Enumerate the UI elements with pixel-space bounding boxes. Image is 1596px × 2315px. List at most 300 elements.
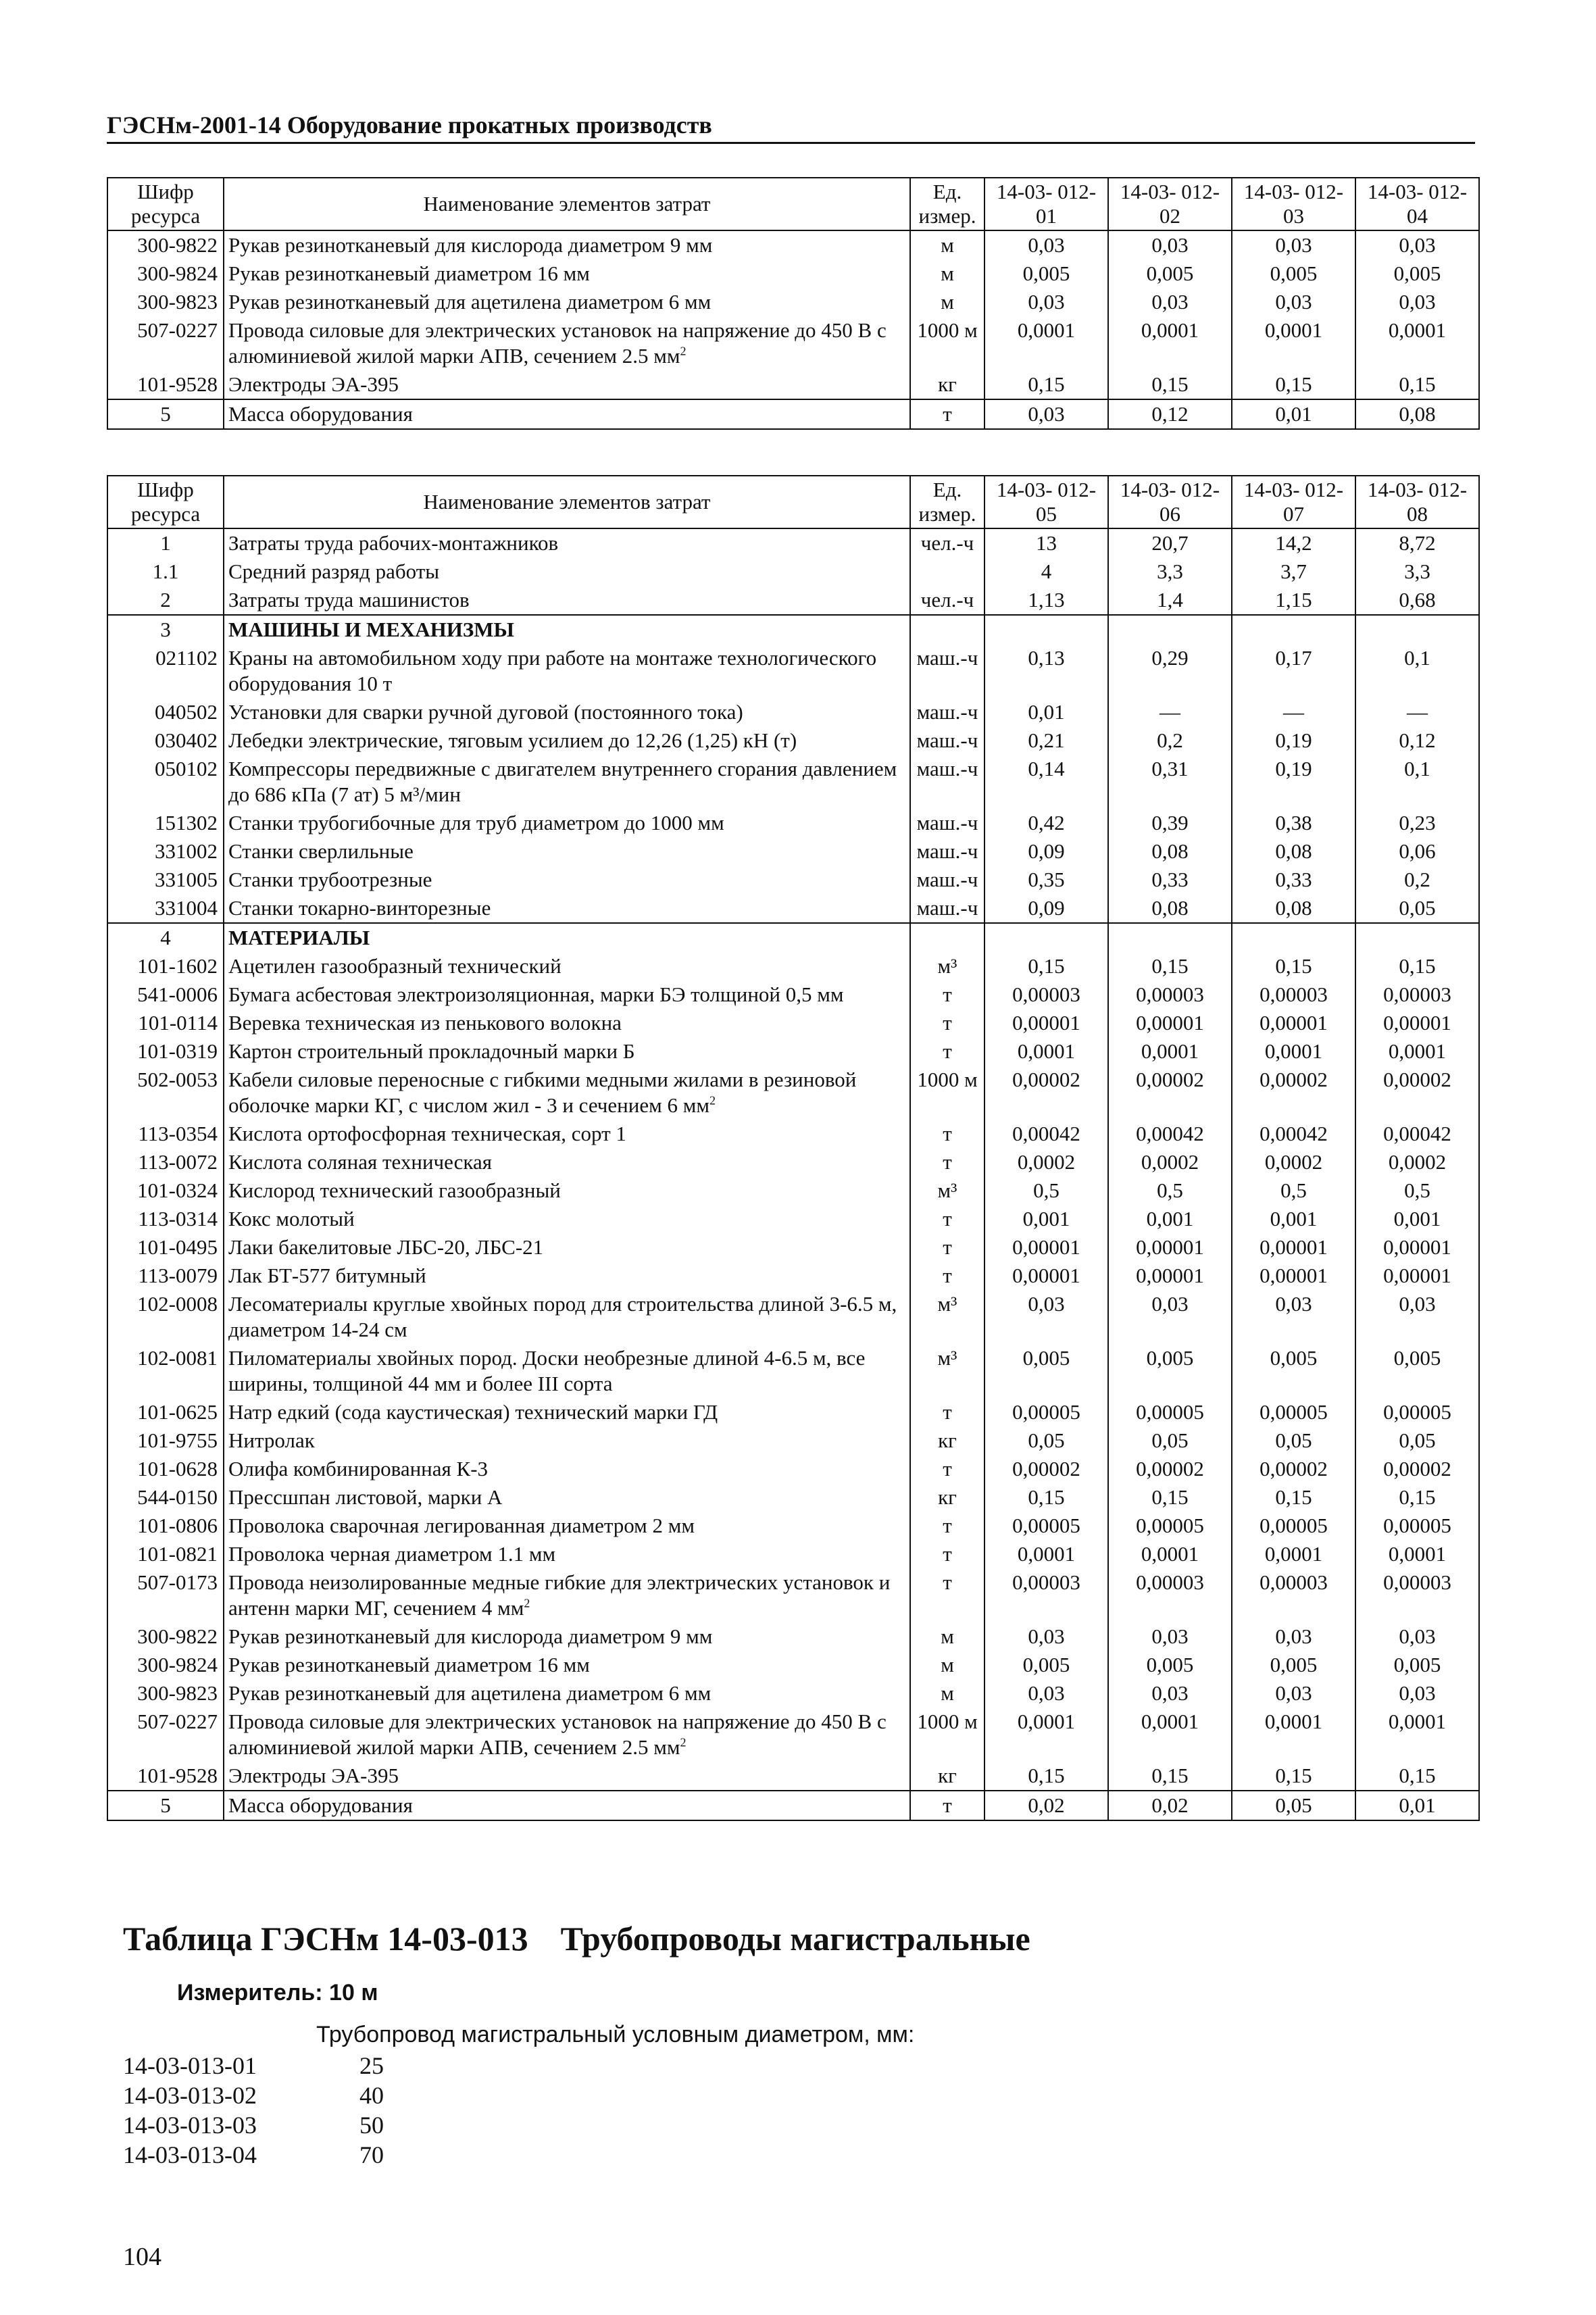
resource-name xyxy=(224,1233,910,1262)
norm-value: 0,08 xyxy=(1108,837,1232,866)
table-row xyxy=(107,1290,1479,1344)
norm-value: 0,00005 xyxy=(1108,1512,1232,1540)
resource-name xyxy=(224,1426,910,1455)
resource-name-text: Провода силовые для электрических установок на напряжение до 450 В с алюминиевой жилой марки АПВ, сечением 2.5 мм xyxy=(228,1710,887,1759)
resource-name-text: Масса оборудования xyxy=(228,402,413,426)
norm-value: 0,01 xyxy=(1355,1791,1479,1820)
resource-code: 101-0319 xyxy=(107,1037,224,1066)
col-unit-header: Ед. измер. xyxy=(910,476,984,528)
norm-value: 0,005 xyxy=(1108,1344,1232,1398)
norm-value: 0,35 xyxy=(984,866,1108,894)
norm-value: 0,005 xyxy=(1232,259,1355,288)
norm-value: 0,08 xyxy=(1108,894,1232,923)
table-row xyxy=(107,894,1479,923)
table-row xyxy=(107,755,1479,809)
norm-value: 0,33 xyxy=(1232,866,1355,894)
resource-name-text: Рукав резинотканевый диаметром 16 мм xyxy=(228,1653,590,1676)
norm-value: 0,0001 xyxy=(984,1037,1108,1066)
norm-value: 0,00003 xyxy=(984,1568,1108,1622)
col-unit-header: Ед. измер. xyxy=(910,178,984,230)
norm-value: 0,05 xyxy=(1232,1426,1355,1455)
resource-name-text: Рукав резинотканевый для ацетилена диаметром 6 мм xyxy=(228,290,712,314)
resource-name xyxy=(224,288,910,316)
resource-name xyxy=(224,1205,910,1233)
norm-value: 0,00003 xyxy=(1355,1568,1479,1622)
resource-code: 101-0628 xyxy=(107,1455,224,1483)
norm-value: 0,00001 xyxy=(984,1262,1108,1290)
unit: м xyxy=(910,1651,984,1679)
unit: м³ xyxy=(910,952,984,980)
resource-code: 113-0314 xyxy=(107,1205,224,1233)
norm-value: 0,05 xyxy=(984,1426,1108,1455)
norm-value: 0,0001 xyxy=(1108,1540,1232,1568)
resource-name xyxy=(224,230,910,259)
resource-name xyxy=(224,1483,910,1512)
unit: маш.-ч xyxy=(910,726,984,755)
resource-name xyxy=(224,866,910,894)
resource-name xyxy=(224,1762,910,1791)
norm-value: 0,005 xyxy=(1108,1651,1232,1679)
norm-value: 20,7 xyxy=(1108,528,1232,557)
norm-value: 0,15 xyxy=(1232,1762,1355,1791)
norm-value: 0,03 xyxy=(1355,288,1479,316)
resource-name xyxy=(224,316,910,370)
col-code-header: Шифр ресурса xyxy=(107,178,224,230)
norm-value: 0,00001 xyxy=(984,1233,1108,1262)
unit: т xyxy=(910,1791,984,1820)
unit: т xyxy=(910,1540,984,1568)
resource-name xyxy=(224,1512,910,1540)
resource-name-text: Провода неизолированные медные гибкие для электрических установок и антенн марки МГ, сечением 4 мм xyxy=(228,1570,891,1620)
norm-value: 0,03 xyxy=(1355,1679,1479,1708)
norm-value: 0,1 xyxy=(1355,644,1479,698)
resource-code: 101-0495 xyxy=(107,1233,224,1262)
norm-value: 0,0001 xyxy=(1232,1540,1355,1568)
resource-name xyxy=(224,952,910,980)
resource-code: 5 xyxy=(107,1791,224,1820)
norm-value xyxy=(984,923,1108,952)
unit: т xyxy=(910,1455,984,1483)
col-norm-header: 14-03- 012-05 xyxy=(984,476,1108,528)
norm-value: 0,00003 xyxy=(1108,1568,1232,1622)
table-row xyxy=(107,1066,1479,1120)
resource-name-text: Нитролак xyxy=(228,1428,315,1452)
norm-value: 0,5 xyxy=(1108,1176,1232,1205)
table-row xyxy=(107,1120,1479,1148)
norm-value: 0,01 xyxy=(1232,399,1355,429)
norm-value: 0,00002 xyxy=(984,1455,1108,1483)
norm-value: 0,00001 xyxy=(1108,1009,1232,1037)
resource-name-text: Лаки бакелитовые ЛБС-20, ЛБС-21 xyxy=(228,1235,544,1259)
resource-code: 507-0227 xyxy=(107,316,224,370)
resource-name-text: Станки сверлильные xyxy=(228,839,414,863)
norm-value: 0,0001 xyxy=(1108,316,1232,370)
resource-name xyxy=(224,894,910,923)
resource-name-text: Электроды ЭА-395 xyxy=(228,1764,399,1787)
norm-value: 0,5 xyxy=(1355,1176,1479,1205)
col-norm-header: 14-03- 012-01 xyxy=(984,178,1108,230)
unit: кг xyxy=(910,1426,984,1455)
resource-name-text: Масса оборудования xyxy=(228,1793,413,1817)
unit xyxy=(910,557,984,586)
resource-name xyxy=(224,1120,910,1148)
norm-value: 0,00005 xyxy=(1355,1512,1479,1540)
norm-value: 0,0001 xyxy=(1232,1037,1355,1066)
norm-value: 0,14 xyxy=(984,755,1108,809)
table-row xyxy=(107,1651,1479,1679)
norm-value: 0,03 xyxy=(984,1679,1108,1708)
norm-value: 0,08 xyxy=(1232,837,1355,866)
variant-value: 40 xyxy=(359,2082,384,2109)
resource-name xyxy=(224,755,910,809)
norm-value: 0,03 xyxy=(1108,1679,1232,1708)
resource-code: 1 xyxy=(107,528,224,557)
resource-name xyxy=(224,1262,910,1290)
section-title-text: Трубопроводы магистральные xyxy=(560,1920,1030,1958)
unit: 1000 м xyxy=(910,1066,984,1120)
unit: т xyxy=(910,1262,984,1290)
table-row xyxy=(107,809,1479,837)
unit: м³ xyxy=(910,1344,984,1398)
resource-code: 1.1 xyxy=(107,557,224,586)
table-row xyxy=(107,1679,1479,1708)
unit: м xyxy=(910,1679,984,1708)
table-row xyxy=(107,399,1479,429)
norm-value: 0,03 xyxy=(1232,230,1355,259)
table-row xyxy=(107,1708,1479,1762)
norm-value: 0,03 xyxy=(984,399,1108,429)
norm-value: 0,15 xyxy=(1108,952,1232,980)
resource-name-text: Прессшпан листовой, марки А xyxy=(228,1485,503,1509)
resource-name-text: Лебедки электрические, тяговым усилием до 12,26 (1,25) кН (т) xyxy=(228,728,797,752)
norm-value: 0,00003 xyxy=(1232,980,1355,1009)
norm-value: 0,00005 xyxy=(1232,1512,1355,1540)
table-row xyxy=(107,698,1479,726)
unit: т xyxy=(910,1037,984,1066)
resource-name-text: Кислота соляная техническая xyxy=(228,1150,493,1174)
section-row xyxy=(107,615,1479,644)
table-header xyxy=(107,178,1479,230)
table-row xyxy=(107,1622,1479,1651)
table-row xyxy=(107,1009,1479,1037)
resource-name-text: Кокс молотый xyxy=(228,1207,355,1230)
resource-code: 5 xyxy=(107,399,224,429)
unit: 1000 м xyxy=(910,1708,984,1762)
resource-name-text: Затраты труда машинистов xyxy=(228,588,470,612)
col-code-header: Шифр ресурса xyxy=(107,476,224,528)
unit: т xyxy=(910,1009,984,1037)
unit: маш.-ч xyxy=(910,809,984,837)
table-row xyxy=(107,1205,1479,1233)
resource-code: 151302 xyxy=(107,809,224,837)
resource-code: 300-9824 xyxy=(107,259,224,288)
norm-value: 0,19 xyxy=(1232,726,1355,755)
table-row xyxy=(107,230,1479,259)
norm-value: 0,17 xyxy=(1232,644,1355,698)
norm-value: 0,0002 xyxy=(1232,1148,1355,1176)
resource-code: 101-0625 xyxy=(107,1398,224,1426)
table-row xyxy=(107,1344,1479,1398)
resource-code: 102-0008 xyxy=(107,1290,224,1344)
table-row xyxy=(107,1483,1479,1512)
resource-table-2 xyxy=(107,475,1480,1821)
resource-code: 101-9528 xyxy=(107,370,224,399)
table-row xyxy=(107,866,1479,894)
resource-name-text: Станки трубогибочные для труб диаметром до 1000 мм xyxy=(228,811,724,835)
norm-value: 0,15 xyxy=(1232,952,1355,980)
unit: чел.-ч xyxy=(910,586,984,615)
resource-code: 541-0006 xyxy=(107,980,224,1009)
resource-name xyxy=(224,1344,910,1398)
unit: кг xyxy=(910,370,984,399)
superscript: 2 xyxy=(709,1093,716,1107)
resource-code: 331002 xyxy=(107,837,224,866)
unit: м³ xyxy=(910,1176,984,1205)
norm-value: 0,29 xyxy=(1108,644,1232,698)
norm-value: 0,08 xyxy=(1355,399,1479,429)
table-row xyxy=(107,288,1479,316)
resource-name xyxy=(224,1066,910,1120)
unit: маш.-ч xyxy=(910,894,984,923)
table-row xyxy=(107,1762,1479,1791)
norm-value: 1,15 xyxy=(1232,586,1355,615)
unit: чел.-ч xyxy=(910,528,984,557)
col-norm-header: 14-03- 012-04 xyxy=(1355,178,1479,230)
norm-value: 0,5 xyxy=(984,1176,1108,1205)
resource-name xyxy=(224,1176,910,1205)
resource-name-text: Проволока сварочная легированная диаметром 2 мм xyxy=(228,1514,695,1537)
norm-value: 0,00042 xyxy=(984,1120,1108,1148)
unit: т xyxy=(910,399,984,429)
col-norm-header: 14-03- 012-03 xyxy=(1232,178,1355,230)
resource-name-text: Веревка техническая из пенькового волокна xyxy=(228,1011,622,1035)
norm-value xyxy=(1355,615,1479,644)
norm-value: 0,00001 xyxy=(1108,1233,1232,1262)
resource-code: 101-0324 xyxy=(107,1176,224,1205)
variant-list xyxy=(123,2051,384,2170)
resource-code: 300-9823 xyxy=(107,288,224,316)
resource-code: 2 xyxy=(107,586,224,615)
resource-name-text: Провода силовые для электрических установок на напряжение до 450 В с алюминиевой жилой марки АПВ, сечением 2.5 мм xyxy=(228,318,887,368)
norm-value: — xyxy=(1232,698,1355,726)
resource-name-text: Проволока черная диаметром 1.1 мм xyxy=(228,1542,556,1566)
resource-name-text: Рукав резинотканевый для кислорода диаметром 9 мм xyxy=(228,233,713,257)
norm-value: 0,00002 xyxy=(1355,1066,1479,1120)
variant-code: 14-03-013-04 xyxy=(123,2141,257,2168)
norm-value: 0,005 xyxy=(1355,1344,1479,1398)
resource-name-text: МАТЕРИАЛЫ xyxy=(228,926,370,949)
norm-value: 14,2 xyxy=(1232,528,1355,557)
table-row xyxy=(107,1455,1479,1483)
norm-value: 0,15 xyxy=(984,1762,1108,1791)
unit: маш.-ч xyxy=(910,755,984,809)
norm-value: 0,005 xyxy=(1355,259,1479,288)
resource-table-1 xyxy=(107,177,1480,430)
resource-name-text: Олифа комбинированная К-3 xyxy=(228,1457,489,1480)
resource-code: 101-0114 xyxy=(107,1009,224,1037)
resource-name xyxy=(224,1708,910,1762)
norm-value: 0,2 xyxy=(1355,866,1479,894)
norm-value: 0,15 xyxy=(1108,370,1232,399)
list-item xyxy=(123,2141,384,2170)
measure-unit: Измеритель: 10 м xyxy=(177,1980,378,2006)
table-row xyxy=(107,952,1479,980)
resource-name xyxy=(224,557,910,586)
norm-value: 0,00005 xyxy=(1232,1398,1355,1426)
table-row xyxy=(107,316,1479,370)
unit: м xyxy=(910,230,984,259)
resource-name xyxy=(224,528,910,557)
norm-value: 0,21 xyxy=(984,726,1108,755)
table-row xyxy=(107,370,1479,399)
norm-value: 0,0001 xyxy=(984,1708,1108,1762)
norm-value: 0,15 xyxy=(984,952,1108,980)
unit: т xyxy=(910,1512,984,1540)
norm-value: 0,02 xyxy=(1108,1791,1232,1820)
superscript: 2 xyxy=(680,1735,687,1749)
norm-value: 0,00003 xyxy=(984,980,1108,1009)
unit xyxy=(910,923,984,952)
norm-value: 13 xyxy=(984,528,1108,557)
norm-value: 0,0001 xyxy=(1232,316,1355,370)
resource-name xyxy=(224,1398,910,1426)
norm-value: 0,0002 xyxy=(1355,1148,1479,1176)
norm-value: 0,05 xyxy=(1355,1426,1479,1455)
resource-name xyxy=(224,399,910,429)
resource-name-text: Кабели силовые переносные с гибкими медными жилами в резиновой оболочке марки КГ, с числом жил - 3 и сечением 6 мм xyxy=(228,1068,857,1117)
resource-name-text: Рукав резинотканевый диаметром 16 мм xyxy=(228,262,590,285)
norm-value: 0,03 xyxy=(1232,288,1355,316)
norm-value: 0,23 xyxy=(1355,809,1479,837)
table-row xyxy=(107,1398,1479,1426)
superscript: 2 xyxy=(680,344,687,358)
resource-name xyxy=(224,1037,910,1066)
resource-name xyxy=(224,1290,910,1344)
resource-name xyxy=(224,1568,910,1622)
resource-name xyxy=(224,644,910,698)
unit: м xyxy=(910,288,984,316)
norm-value: 0,00001 xyxy=(1232,1233,1355,1262)
resource-code: 021102 xyxy=(107,644,224,698)
resource-name xyxy=(224,259,910,288)
unit: т xyxy=(910,1120,984,1148)
resource-code: 507-0173 xyxy=(107,1568,224,1622)
unit: маш.-ч xyxy=(910,644,984,698)
norm-value: 0,03 xyxy=(1355,230,1479,259)
norm-value: 0,09 xyxy=(984,837,1108,866)
resource-name xyxy=(224,370,910,399)
norm-value: 0,00001 xyxy=(1355,1233,1479,1262)
norm-value: 0,0002 xyxy=(1108,1148,1232,1176)
norm-value: 0,02 xyxy=(984,1791,1108,1820)
resource-code: 113-0072 xyxy=(107,1148,224,1176)
resource-code: 101-0806 xyxy=(107,1512,224,1540)
norm-value: 0,09 xyxy=(984,894,1108,923)
norm-value: 0,0001 xyxy=(984,316,1108,370)
resource-code: 050102 xyxy=(107,755,224,809)
table-row xyxy=(107,1148,1479,1176)
resource-name-text: Компрессоры передвижные с двигателем внутреннего сгорания давлением до 686 кПа (7 ат) 5 м³/мин xyxy=(228,757,897,806)
resource-code: 300-9822 xyxy=(107,1622,224,1651)
section-row xyxy=(107,923,1479,952)
norm-value: 0,0001 xyxy=(1108,1037,1232,1066)
resource-code: 502-0053 xyxy=(107,1066,224,1120)
norm-value: 0,00002 xyxy=(984,1066,1108,1120)
norm-value: 0,00005 xyxy=(1108,1398,1232,1426)
unit: маш.-ч xyxy=(910,698,984,726)
norm-value: 0,0001 xyxy=(984,1540,1108,1568)
norm-value: 0,00001 xyxy=(984,1009,1108,1037)
unit: т xyxy=(910,980,984,1009)
norm-value: 0,03 xyxy=(984,1290,1108,1344)
resource-name-text: Средний разряд работы xyxy=(228,559,440,583)
norm-value: 0,03 xyxy=(1108,230,1232,259)
norm-value: 0,03 xyxy=(984,288,1108,316)
norm-value: 0,00002 xyxy=(1232,1066,1355,1120)
unit: м xyxy=(910,1622,984,1651)
table-row xyxy=(107,1262,1479,1290)
resource-code: 030402 xyxy=(107,726,224,755)
norm-value: 0,15 xyxy=(1355,370,1479,399)
norm-value: 0,00005 xyxy=(984,1512,1108,1540)
table-body xyxy=(107,528,1479,1820)
norm-value: 0,08 xyxy=(1232,894,1355,923)
resource-code: 331005 xyxy=(107,866,224,894)
resource-name xyxy=(224,1679,910,1708)
norm-value: 0,00003 xyxy=(1232,1568,1355,1622)
table-row xyxy=(107,1426,1479,1455)
superscript: 2 xyxy=(524,1596,530,1610)
resource-code: 507-0227 xyxy=(107,1708,224,1762)
list-item xyxy=(123,2081,384,2111)
resource-code: 4 xyxy=(107,923,224,952)
norm-value: 0,00002 xyxy=(1355,1455,1479,1483)
norm-value: 4 xyxy=(984,557,1108,586)
table-row xyxy=(107,1512,1479,1540)
norm-value xyxy=(1232,923,1355,952)
resource-code: 113-0079 xyxy=(107,1262,224,1290)
norm-value: 0,0001 xyxy=(1355,1037,1479,1066)
col-norm-header: 14-03- 012-08 xyxy=(1355,476,1479,528)
variant-value: 50 xyxy=(359,2112,384,2139)
unit: м³ xyxy=(910,1290,984,1344)
norm-value xyxy=(984,615,1108,644)
section-title-label: Таблица ГЭСНм 14-03-013 xyxy=(123,1920,528,1958)
col-norm-header: 14-03- 012-06 xyxy=(1108,476,1232,528)
norm-value: 0,00002 xyxy=(1232,1455,1355,1483)
norm-value: 0,00005 xyxy=(1355,1398,1479,1426)
norm-value: 0,03 xyxy=(984,230,1108,259)
unit: т xyxy=(910,1148,984,1176)
resource-name-text: МАШИНЫ И МЕХАНИЗМЫ xyxy=(228,618,514,641)
norm-value: 0,38 xyxy=(1232,809,1355,837)
norm-value: 0,03 xyxy=(1232,1622,1355,1651)
norm-value xyxy=(1108,923,1232,952)
unit: т xyxy=(910,1398,984,1426)
norm-value: 0,00002 xyxy=(1108,1455,1232,1483)
norm-value: 0,03 xyxy=(1232,1290,1355,1344)
norm-value: 0,001 xyxy=(1355,1205,1479,1233)
norm-value: 0,00001 xyxy=(1108,1262,1232,1290)
norm-value: 0,03 xyxy=(1108,1622,1232,1651)
norm-value: 0,15 xyxy=(1108,1762,1232,1791)
norm-value: 0,00042 xyxy=(1232,1120,1355,1148)
norm-value: 0,5 xyxy=(1232,1176,1355,1205)
resource-code: 544-0150 xyxy=(107,1483,224,1512)
norm-value: 0,00042 xyxy=(1108,1120,1232,1148)
resource-name-text: Натр едкий (сода каустическая) технический марки ГД xyxy=(228,1400,718,1424)
norm-value: 0,12 xyxy=(1355,726,1479,755)
